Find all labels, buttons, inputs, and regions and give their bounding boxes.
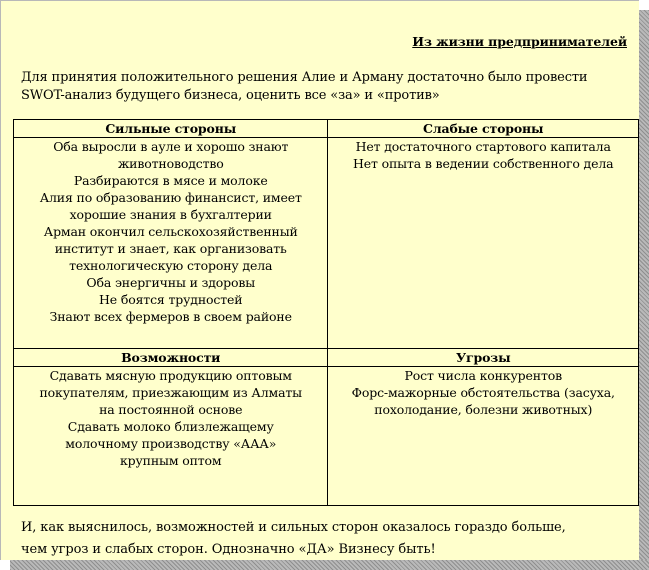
strengths-cell bbox=[14, 138, 328, 349]
intro-line: SWOT-анализ будущего бизнеса, оценить все «за» и «против» bbox=[21, 88, 440, 103]
opportunity-item: молочному производству «ААА» bbox=[65, 436, 277, 451]
threats-header: Угрозы bbox=[328, 349, 639, 367]
weaknesses-header: Слабые стороны bbox=[328, 120, 639, 138]
threat-item: Рост числа конкурентов bbox=[404, 368, 562, 383]
opportunity-item: покупателям, приезжающим из Алматы bbox=[39, 385, 302, 400]
swot-row bbox=[14, 138, 639, 349]
opportunity-item: крупным оптом bbox=[119, 453, 222, 468]
swot-header-row bbox=[14, 120, 639, 138]
conclusion-paragraph bbox=[21, 517, 636, 561]
strength-item: Оба выросли в ауле и хорошо знают bbox=[53, 139, 289, 154]
weakness-item: Нет достаточного стартового капитала bbox=[355, 139, 611, 154]
page-shadow-bottom bbox=[10, 560, 649, 570]
weaknesses-cell bbox=[328, 138, 639, 349]
threats-cell bbox=[328, 367, 639, 506]
strength-item: технологическую сторону дела bbox=[69, 258, 273, 273]
intro-paragraph bbox=[21, 69, 636, 105]
opportunities-header: Возможности bbox=[14, 349, 328, 367]
strength-item: Разбираются в мясе и молоке bbox=[73, 173, 268, 188]
opportunity-item: на постоянной основе bbox=[99, 402, 243, 417]
opportunities-cell bbox=[14, 367, 328, 506]
strength-item: животноводство bbox=[117, 156, 224, 171]
strength-item: Знают всех фермеров в своем районе bbox=[49, 309, 292, 324]
weakness-item: Нет опыта в ведении собственного дела bbox=[353, 156, 614, 171]
opportunity-item: Сдавать молоко близлежащему bbox=[67, 419, 274, 434]
intro-line: Для принятия положительного решения Алие и Арману достаточно было провести bbox=[21, 70, 588, 85]
threat-item: Форс-мажорные обстоятельства (засуха, bbox=[351, 385, 615, 400]
strength-item: Не боятся трудностей bbox=[99, 292, 243, 307]
opportunity-item: Сдавать мясную продукцию оптовым bbox=[49, 368, 292, 383]
strength-item: хорошие знания в бухгалтерии bbox=[69, 207, 272, 222]
conclusion-line: И, как выяснилось, возможностей и сильных сторон оказалось гораздо больше, bbox=[21, 520, 566, 535]
strength-item: институт и знает, как организовать bbox=[54, 241, 287, 256]
strength-item: Арман окончил сельскохозяйственный bbox=[43, 224, 298, 239]
swot-row bbox=[14, 367, 639, 506]
section-heading: Из жизни предпринимателей bbox=[412, 34, 627, 49]
conclusion-line: чем угроз и слабых сторон. Однозначно «ДА» Визнесу быть! bbox=[21, 542, 436, 557]
threat-item: похолодание, болезни животных) bbox=[374, 402, 593, 417]
page-shadow-right bbox=[639, 10, 649, 570]
strength-item: Алия по образованию финансист, имеет bbox=[39, 190, 302, 205]
strength-item: Оба энергичны и здоровы bbox=[86, 275, 256, 290]
strengths-header: Сильные стороны bbox=[14, 120, 328, 138]
swot-table bbox=[13, 119, 639, 506]
swot-header-row bbox=[14, 349, 639, 367]
